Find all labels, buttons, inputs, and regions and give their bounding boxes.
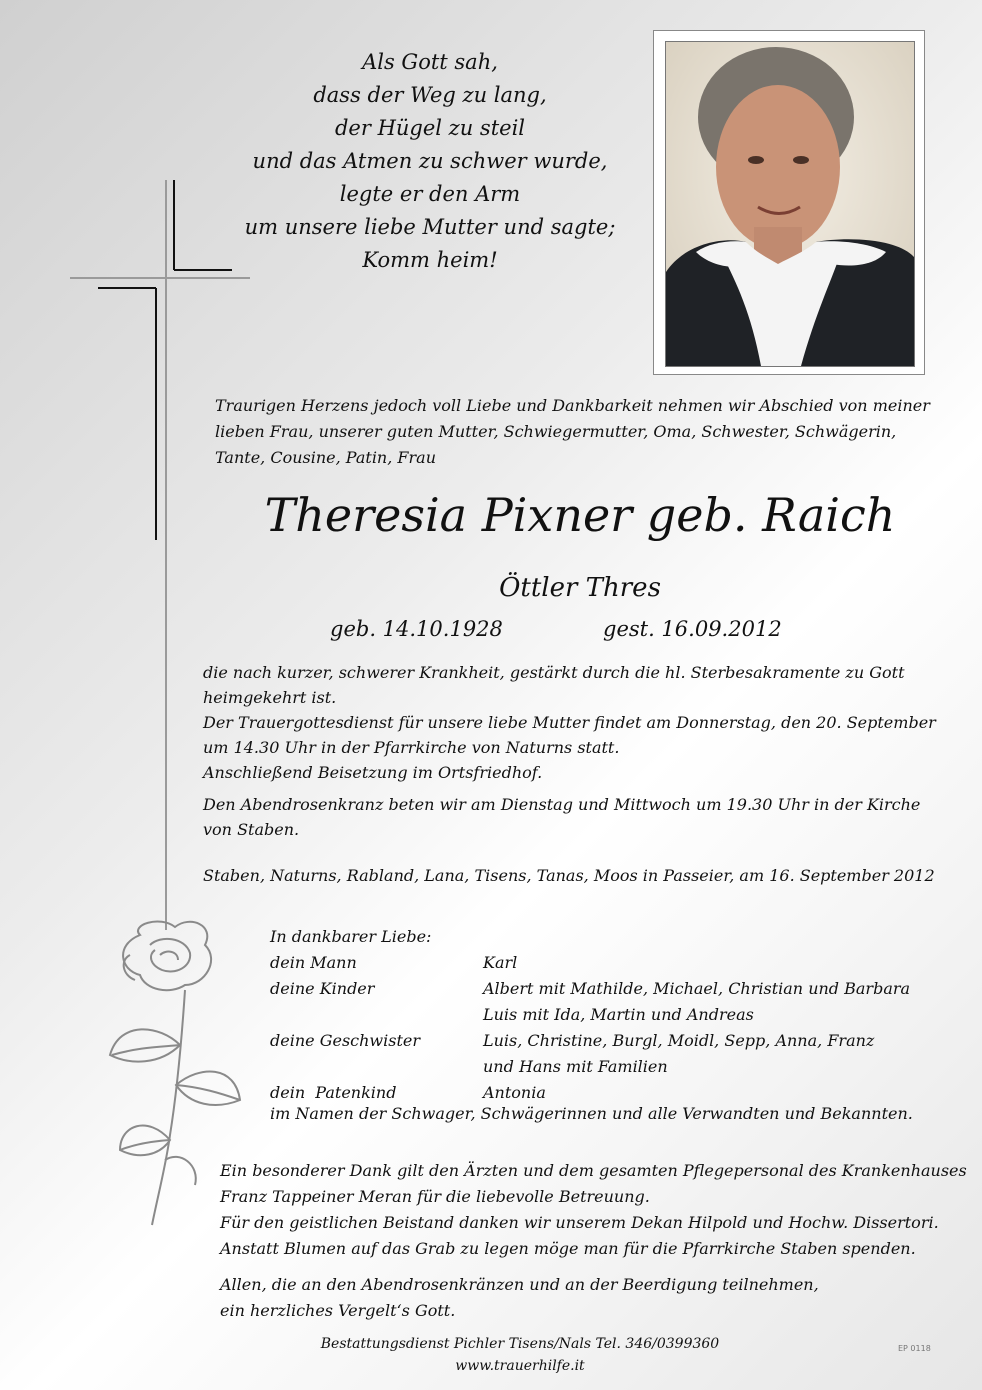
- rosary-line: Den Abendrosenkranz beten wir am Dienstag und Mittwoch um 19.30 Uhr in der Kirche: [203, 795, 921, 814]
- mourners-list: [270, 950, 910, 1106]
- intro-text: [215, 393, 955, 471]
- undertaker-info: [300, 1333, 740, 1377]
- poem: [230, 46, 630, 277]
- mourner-relation: deine Kinder: [270, 979, 375, 998]
- deceased-nickname: Öttler Thres: [499, 573, 661, 603]
- mourner-names: Luis, Christine, Burgl, Moidl, Sepp, Anna, Franz: [483, 1031, 875, 1050]
- thanks-line: Für den geistlichen Beistand danken wir unserem Dekan Hilpold und Hochw. Dissertori.: [220, 1213, 939, 1232]
- poem-line: Als Gott sah,: [362, 50, 498, 74]
- mourner-row: [270, 1080, 910, 1106]
- poem-line: legte er den Arm: [339, 182, 521, 206]
- thanks-line: Ein besonderer Dank gilt den Ärzten und dem gesamten Pflegepersonal des Krankenhauses: [220, 1161, 967, 1180]
- poem-line: um unsere liebe Mutter und sagte;: [244, 215, 616, 239]
- rosary-info: [203, 792, 920, 842]
- undertaker-website: www.trauerhilfe.it: [455, 1358, 585, 1374]
- funeral-details-line: Der Trauergottesdienst für unsere liebe Mutter findet am Donnerstag, den 20. September: [203, 713, 936, 732]
- funeral-details-line: um 14.30 Uhr in der Pfarrkirche von Naturns statt.: [203, 738, 620, 757]
- intro-line: lieben Frau, unserer guten Mutter, Schwiegermutter, Oma, Schwester, Schwägerin,: [215, 422, 897, 441]
- mourner-relation: dein Mann: [270, 953, 357, 972]
- death-date: gest. 16.09.2012: [603, 617, 782, 641]
- intro-line: Tante, Cousine, Patin, Frau: [215, 448, 436, 467]
- undertaker-line: Bestattungsdienst Pichler Tisens/Nals Tel. 346/0399360: [320, 1336, 720, 1352]
- mourner-names: Karl: [483, 953, 518, 972]
- funeral-details: [203, 660, 936, 785]
- mourners-closing: im Namen der Schwager, Schwägerinnen und alle Verwandten und Bekannten.: [270, 1104, 913, 1123]
- rosary-line: von Staben.: [203, 820, 300, 839]
- mourner-row: [270, 1028, 910, 1080]
- mourner-names: Antonia: [483, 1083, 546, 1102]
- birth-date: geb. 14.10.1928: [330, 617, 503, 641]
- thanks-line: Anstatt Blumen auf das Grab zu legen möge man für die Pfarrkirche Staben spenden.: [220, 1239, 916, 1258]
- poem-line: und das Atmen zu schwer wurde,: [252, 149, 608, 173]
- funeral-details-line: die nach kurzer, schwerer Krankheit, gestärkt durch die hl. Sterbesakramente zu Gott: [203, 663, 905, 682]
- intro-line: Traurigen Herzens jedoch voll Liebe und Dankbarkeit nehmen wir Abschied von meiner: [215, 396, 930, 415]
- mourner-names: Luis mit Ida, Martin und Andreas: [483, 1005, 754, 1024]
- thanks-line: Franz Tappeiner Meran für die liebevolle Betreuung.: [220, 1187, 650, 1206]
- poem-line: dass der Weg zu lang,: [313, 83, 547, 107]
- final-thanks-line: ein herzliches Vergelt‘s Gott.: [220, 1301, 456, 1320]
- mourner-row: [270, 950, 910, 976]
- funeral-details-line: heimgekehrt ist.: [203, 688, 337, 707]
- mourner-row: [270, 976, 910, 1028]
- mourner-names: und Hans mit Familien: [483, 1057, 668, 1076]
- special-thanks: [220, 1158, 967, 1262]
- mourner-names: Albert mit Mathilde, Michael, Christian und Barbara: [483, 979, 911, 998]
- final-thanks-line: Allen, die an den Abendrosenkränzen und an der Beerdigung teilnehmen,: [220, 1275, 819, 1294]
- template-code: EP 0118: [898, 1344, 931, 1353]
- places-date: Staben, Naturns, Rabland, Lana, Tisens, Tanas, Moos in Passeier, am 16. September 2012: [203, 866, 935, 885]
- portrait-image: [666, 42, 914, 366]
- poem-line: der Hügel zu steil: [334, 116, 526, 140]
- funeral-details-line: Anschließend Beisetzung im Ortsfriedhof.: [203, 763, 543, 782]
- mourner-relation: dein Patenkind: [270, 1083, 397, 1102]
- portrait-photo-frame: [653, 30, 925, 375]
- mourners-heading: In dankbarer Liebe:: [270, 927, 432, 946]
- deceased-name: Theresia Pixner geb. Raich: [264, 488, 896, 542]
- portrait-photo: [665, 41, 915, 367]
- mourner-relation: deine Geschwister: [270, 1031, 420, 1050]
- final-thanks: [220, 1272, 819, 1324]
- poem-line: Komm heim!: [362, 248, 498, 272]
